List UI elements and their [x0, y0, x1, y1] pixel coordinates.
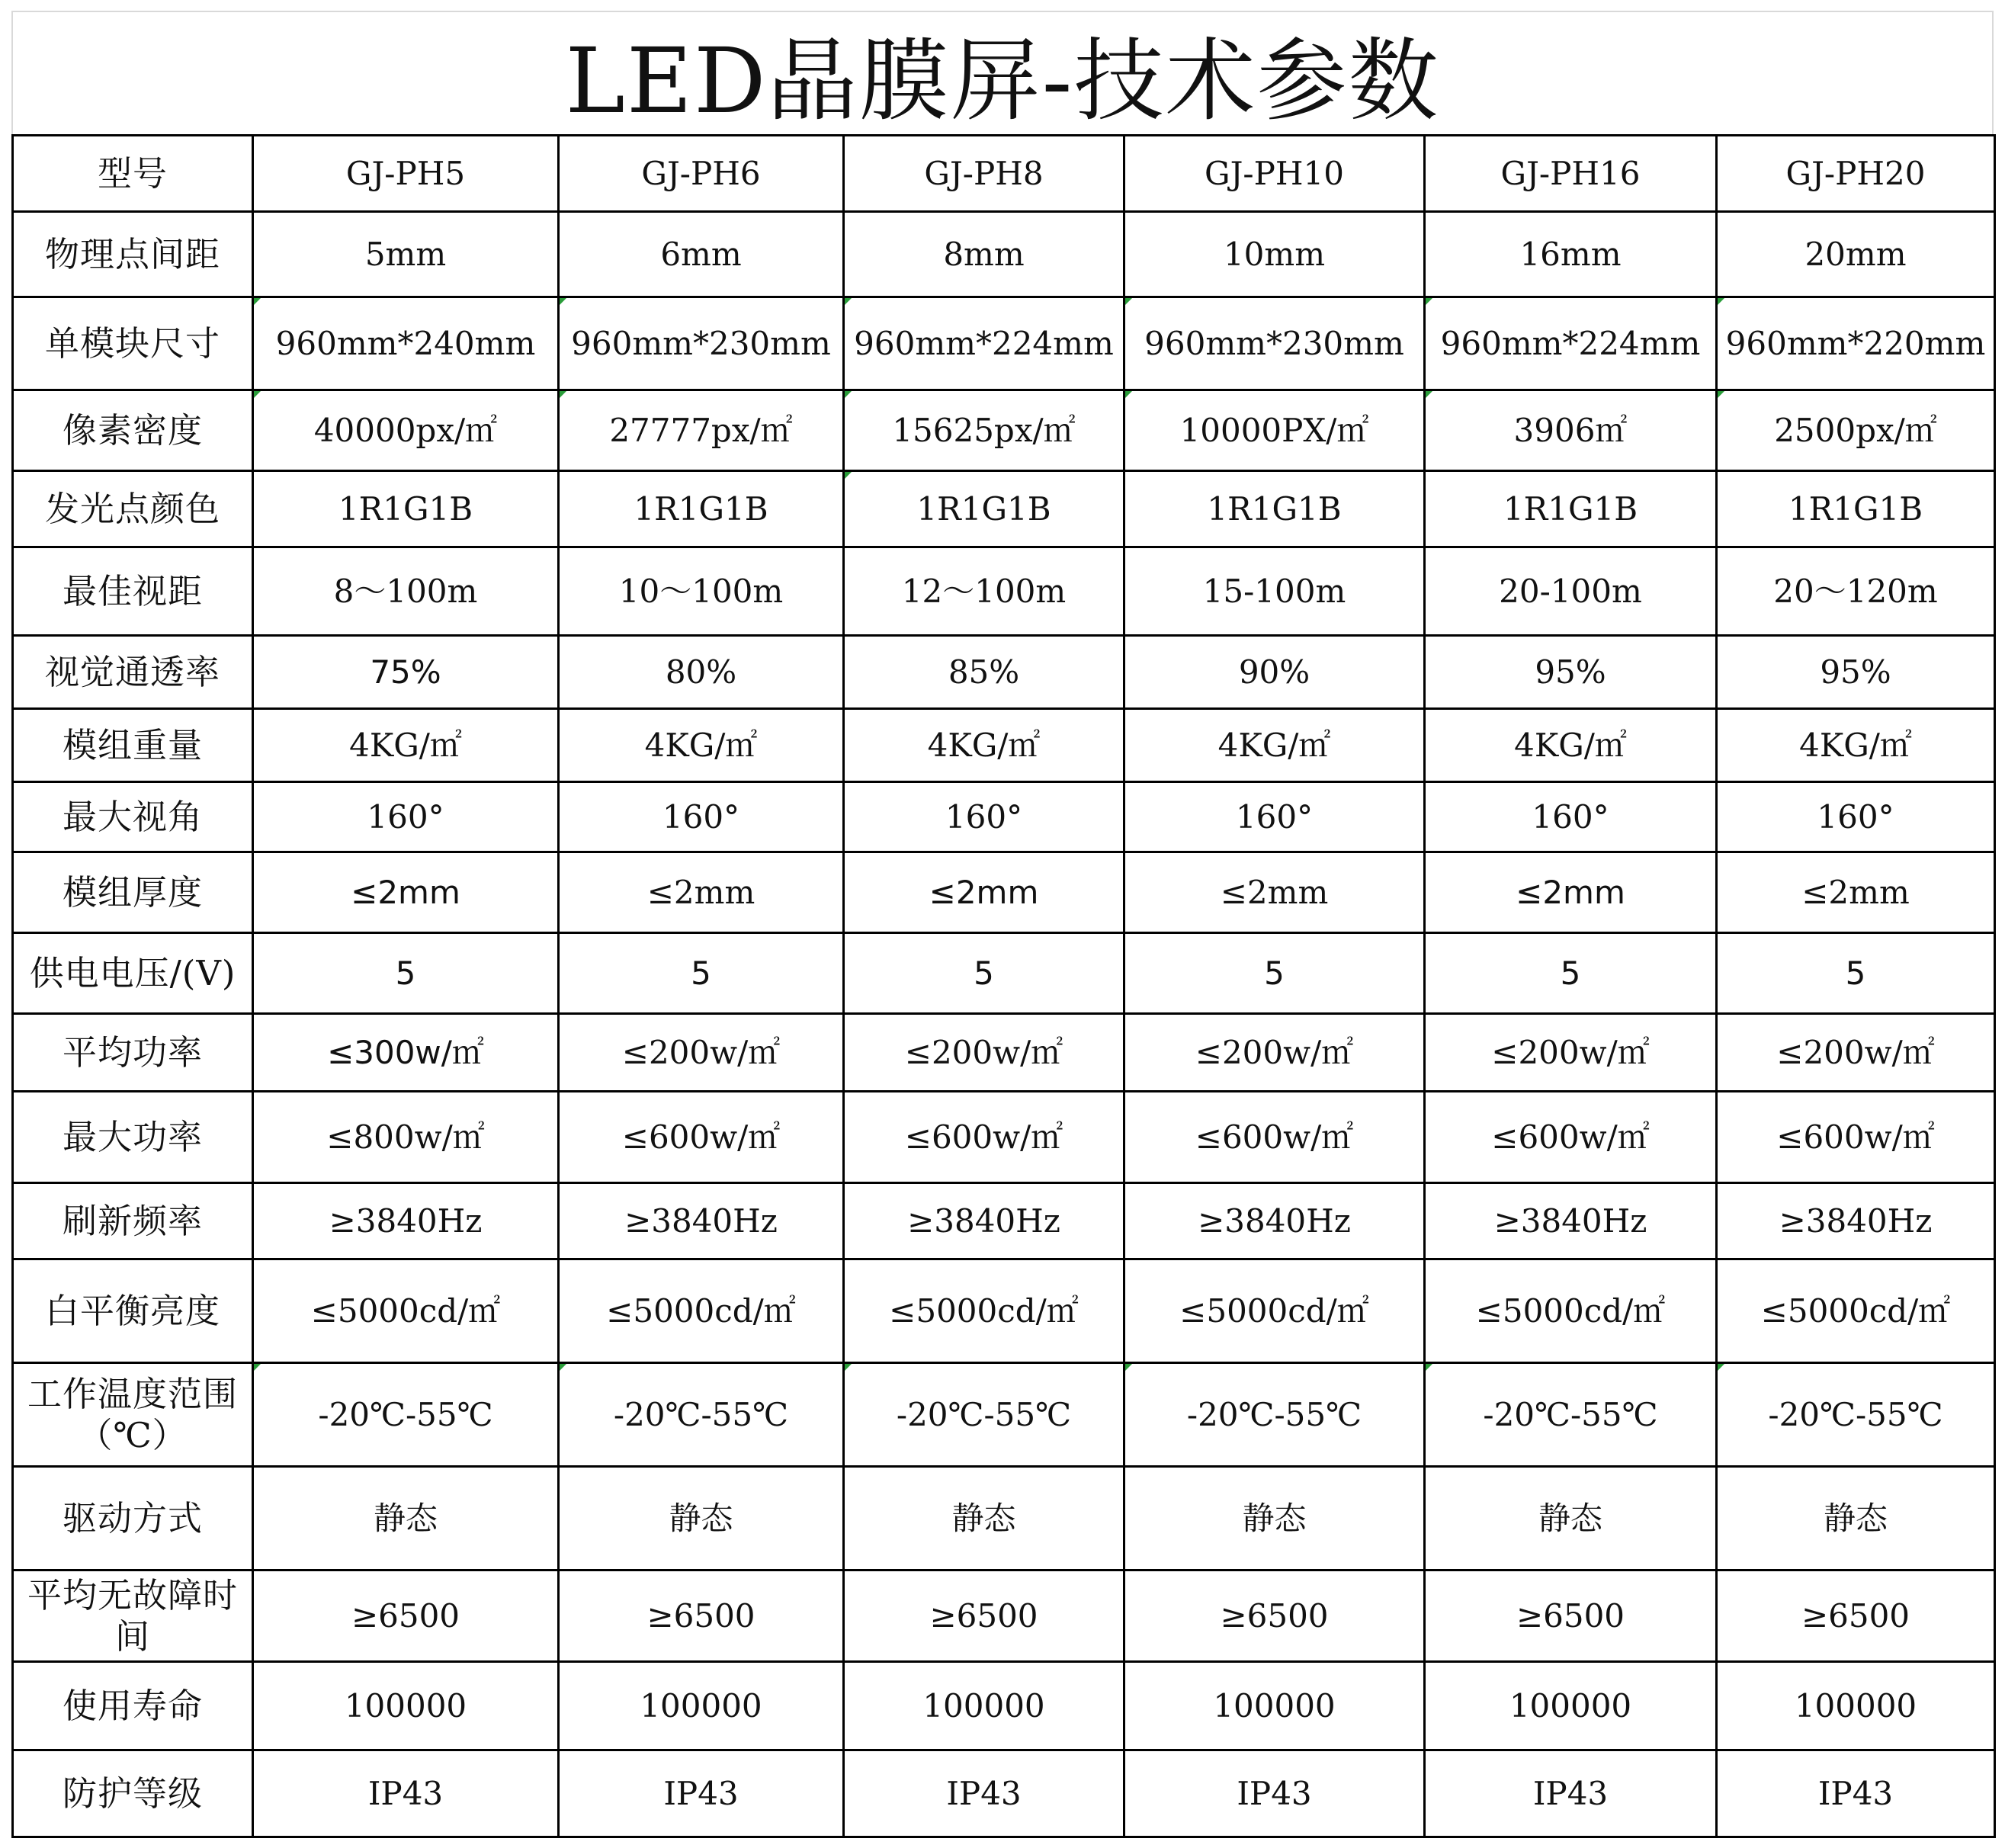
- table-row: [13, 1467, 1995, 1570]
- table-cell: ≤600w/㎡: [1124, 1092, 1425, 1183]
- table-cell: 静态: [253, 1467, 559, 1570]
- table-cell: 10mm: [1124, 212, 1425, 297]
- table-cell: IP43: [1425, 1750, 1717, 1837]
- table-cell: 3906㎡: [1425, 390, 1717, 471]
- table-cell: ≤600w/㎡: [844, 1092, 1124, 1183]
- table-cell: 160°: [1425, 782, 1717, 852]
- row-label: 模组重量: [13, 709, 253, 782]
- row-label: 最大视角: [13, 782, 253, 852]
- table-cell: 4KG/㎡: [1124, 709, 1425, 782]
- row-label: 防护等级: [13, 1750, 253, 1837]
- table-cell: 静态: [1124, 1467, 1425, 1570]
- table-cell: ≤200w/㎡: [1425, 1014, 1717, 1092]
- table-cell: 100000: [1717, 1662, 1995, 1750]
- table-cell: 4KG/㎡: [1717, 709, 1995, 782]
- table-cell: ≤5000cd/㎡: [1124, 1259, 1425, 1363]
- table-cell: ≥3840Hz: [1717, 1183, 1995, 1259]
- row-label: 白平衡亮度: [13, 1259, 253, 1363]
- table-cell: ≤600w/㎡: [559, 1092, 844, 1183]
- row-label: 工作温度范围（℃）: [13, 1363, 253, 1467]
- table-row: [13, 547, 1995, 636]
- table-cell: 5: [1717, 933, 1995, 1014]
- table-row: [13, 1092, 1995, 1183]
- spec-table: [11, 134, 1996, 1838]
- table-cell: 1R1G1B: [253, 471, 559, 547]
- table-cell: 160°: [1124, 782, 1425, 852]
- table-cell: 5: [1124, 933, 1425, 1014]
- table-cell: 20mm: [1717, 212, 1995, 297]
- table-cell: 40000px/㎡: [253, 390, 559, 471]
- table-cell: 960mm*230mm: [1124, 297, 1425, 390]
- table-cell: GJ-PH10: [1124, 136, 1425, 212]
- table-cell: IP43: [844, 1750, 1124, 1837]
- table-cell: 5: [1425, 933, 1717, 1014]
- table-cell: 160°: [253, 782, 559, 852]
- table-cell: -20℃-55℃: [253, 1363, 559, 1467]
- table-cell: 20～120m: [1717, 547, 1995, 636]
- row-label: 平均功率: [13, 1014, 253, 1092]
- table-cell: ≥3840Hz: [559, 1183, 844, 1259]
- spec-sheet: [11, 11, 1994, 1837]
- table-cell: 2500px/㎡: [1717, 390, 1995, 471]
- table-row: [13, 709, 1995, 782]
- table-cell: 静态: [844, 1467, 1124, 1570]
- table-cell: ≤200w/㎡: [844, 1014, 1124, 1092]
- table-cell: ≥6500: [253, 1570, 559, 1662]
- table-cell: ≤2mm: [253, 852, 559, 933]
- table-cell: 4KG/㎡: [253, 709, 559, 782]
- table-cell: 95%: [1425, 636, 1717, 709]
- table-cell: IP43: [1717, 1750, 1995, 1837]
- table-cell: 1R1G1B: [844, 471, 1124, 547]
- row-label: 驱动方式: [13, 1467, 253, 1570]
- table-cell: 75%: [253, 636, 559, 709]
- table-cell: 15-100m: [1124, 547, 1425, 636]
- table-cell: 15625px/㎡: [844, 390, 1124, 471]
- table-row: [13, 1363, 1995, 1467]
- table-cell: 6mm: [559, 212, 844, 297]
- table-cell: -20℃-55℃: [1124, 1363, 1425, 1467]
- table-cell: 4KG/㎡: [1425, 709, 1717, 782]
- table-cell: 20-100m: [1425, 547, 1717, 636]
- table-cell: IP43: [559, 1750, 844, 1837]
- table-cell: 12～100m: [844, 547, 1124, 636]
- table-cell: 100000: [1425, 1662, 1717, 1750]
- table-cell: 1R1G1B: [559, 471, 844, 547]
- table-cell: ≤2mm: [1717, 852, 1995, 933]
- table-row: [13, 852, 1995, 933]
- table-cell: GJ-PH6: [559, 136, 844, 212]
- table-cell: ≤800w/㎡: [253, 1092, 559, 1183]
- table-cell: GJ-PH20: [1717, 136, 1995, 212]
- table-cell: ≤600w/㎡: [1717, 1092, 1995, 1183]
- row-label: 发光点颜色: [13, 471, 253, 547]
- table-cell: 960mm*224mm: [1425, 297, 1717, 390]
- table-row: [13, 1570, 1995, 1662]
- table-cell: 5mm: [253, 212, 559, 297]
- table-cell: GJ-PH16: [1425, 136, 1717, 212]
- table-cell: ≤5000cd/㎡: [844, 1259, 1124, 1363]
- table-row: [13, 212, 1995, 297]
- table-cell: -20℃-55℃: [1717, 1363, 1995, 1467]
- table-cell: ≥3840Hz: [1124, 1183, 1425, 1259]
- row-label: 单模块尺寸: [13, 297, 253, 390]
- table-cell: 10000PX/㎡: [1124, 390, 1425, 471]
- row-label: 刷新频率: [13, 1183, 253, 1259]
- table-row: [13, 471, 1995, 547]
- table-cell: ≥3840Hz: [1425, 1183, 1717, 1259]
- table-row: [13, 1183, 1995, 1259]
- table-cell: ≤200w/㎡: [1717, 1014, 1995, 1092]
- row-label: 使用寿命: [13, 1662, 253, 1750]
- table-row: [13, 1014, 1995, 1092]
- table-row: [13, 1259, 1995, 1363]
- row-label: 型号: [13, 136, 253, 212]
- table-cell: 静态: [559, 1467, 844, 1570]
- table-cell: 100000: [844, 1662, 1124, 1750]
- table-row: [13, 1662, 1995, 1750]
- table-cell: ≤5000cd/㎡: [253, 1259, 559, 1363]
- table-cell: ≤200w/㎡: [1124, 1014, 1425, 1092]
- table-cell: 静态: [1717, 1467, 1995, 1570]
- table-cell: 100000: [253, 1662, 559, 1750]
- table-cell: ≥6500: [844, 1570, 1124, 1662]
- table-cell: ≤5000cd/㎡: [1425, 1259, 1717, 1363]
- row-label: 像素密度: [13, 390, 253, 471]
- table-cell: ≤2mm: [559, 852, 844, 933]
- table-cell: ≥3840Hz: [253, 1183, 559, 1259]
- table-cell: 8～100m: [253, 547, 559, 636]
- table-cell: ≥6500: [559, 1570, 844, 1662]
- table-cell: 10～100m: [559, 547, 844, 636]
- table-row: [13, 390, 1995, 471]
- table-cell: 160°: [844, 782, 1124, 852]
- table-cell: 100000: [559, 1662, 844, 1750]
- table-cell: -20℃-55℃: [1425, 1363, 1717, 1467]
- table-cell: 960mm*224mm: [844, 297, 1124, 390]
- row-label: 视觉通透率: [13, 636, 253, 709]
- table-cell: IP43: [253, 1750, 559, 1837]
- table-row: [13, 636, 1995, 709]
- table-cell: 1R1G1B: [1717, 471, 1995, 547]
- table-cell: ≤2mm: [1425, 852, 1717, 933]
- table-cell: 1R1G1B: [1425, 471, 1717, 547]
- table-cell: 4KG/㎡: [559, 709, 844, 782]
- table-cell: GJ-PH8: [844, 136, 1124, 212]
- table-cell: 160°: [1717, 782, 1995, 852]
- page-title: LED晶膜屏-技术参数: [11, 11, 1994, 134]
- row-label: 最大功率: [13, 1092, 253, 1183]
- row-label: 供电电压/(V): [13, 933, 253, 1014]
- table-cell: -20℃-55℃: [844, 1363, 1124, 1467]
- table-cell: -20℃-55℃: [559, 1363, 844, 1467]
- table-cell: IP43: [1124, 1750, 1425, 1837]
- table-cell: ≤200w/㎡: [559, 1014, 844, 1092]
- table-cell: 85%: [844, 636, 1124, 709]
- table-cell: ≥3840Hz: [844, 1183, 1124, 1259]
- table-cell: ≥6500: [1425, 1570, 1717, 1662]
- table-cell: 100000: [1124, 1662, 1425, 1750]
- table-cell: ≤2mm: [1124, 852, 1425, 933]
- table-cell: 80%: [559, 636, 844, 709]
- row-label: 平均无故障时间: [13, 1570, 253, 1662]
- table-cell: 8mm: [844, 212, 1124, 297]
- row-label: 物理点间距: [13, 212, 253, 297]
- table-cell: 16mm: [1425, 212, 1717, 297]
- table-row: [13, 782, 1995, 852]
- table-cell: GJ-PH5: [253, 136, 559, 212]
- table-cell: 4KG/㎡: [844, 709, 1124, 782]
- table-cell: ≥6500: [1717, 1570, 1995, 1662]
- row-label: 最佳视距: [13, 547, 253, 636]
- table-cell: 5: [559, 933, 844, 1014]
- table-cell: 5: [844, 933, 1124, 1014]
- table-cell: 27777px/㎡: [559, 390, 844, 471]
- table-cell: ≤5000cd/㎡: [559, 1259, 844, 1363]
- table-cell: 960mm*220mm: [1717, 297, 1995, 390]
- table-cell: 160°: [559, 782, 844, 852]
- table-cell: ≤300w/㎡: [253, 1014, 559, 1092]
- table-cell: 960mm*230mm: [559, 297, 844, 390]
- table-cell: ≤5000cd/㎡: [1717, 1259, 1995, 1363]
- table-row: [13, 297, 1995, 390]
- table-cell: 5: [253, 933, 559, 1014]
- table-row: [13, 933, 1995, 1014]
- table-cell: 95%: [1717, 636, 1995, 709]
- row-label: 模组厚度: [13, 852, 253, 933]
- table-row: [13, 136, 1995, 212]
- table-cell: 1R1G1B: [1124, 471, 1425, 547]
- table-cell: 960mm*240mm: [253, 297, 559, 390]
- table-cell: ≤2mm: [844, 852, 1124, 933]
- table-cell: ≥6500: [1124, 1570, 1425, 1662]
- table-cell: ≤600w/㎡: [1425, 1092, 1717, 1183]
- table-row: [13, 1750, 1995, 1837]
- table-cell: 90%: [1124, 636, 1425, 709]
- table-cell: 静态: [1425, 1467, 1717, 1570]
